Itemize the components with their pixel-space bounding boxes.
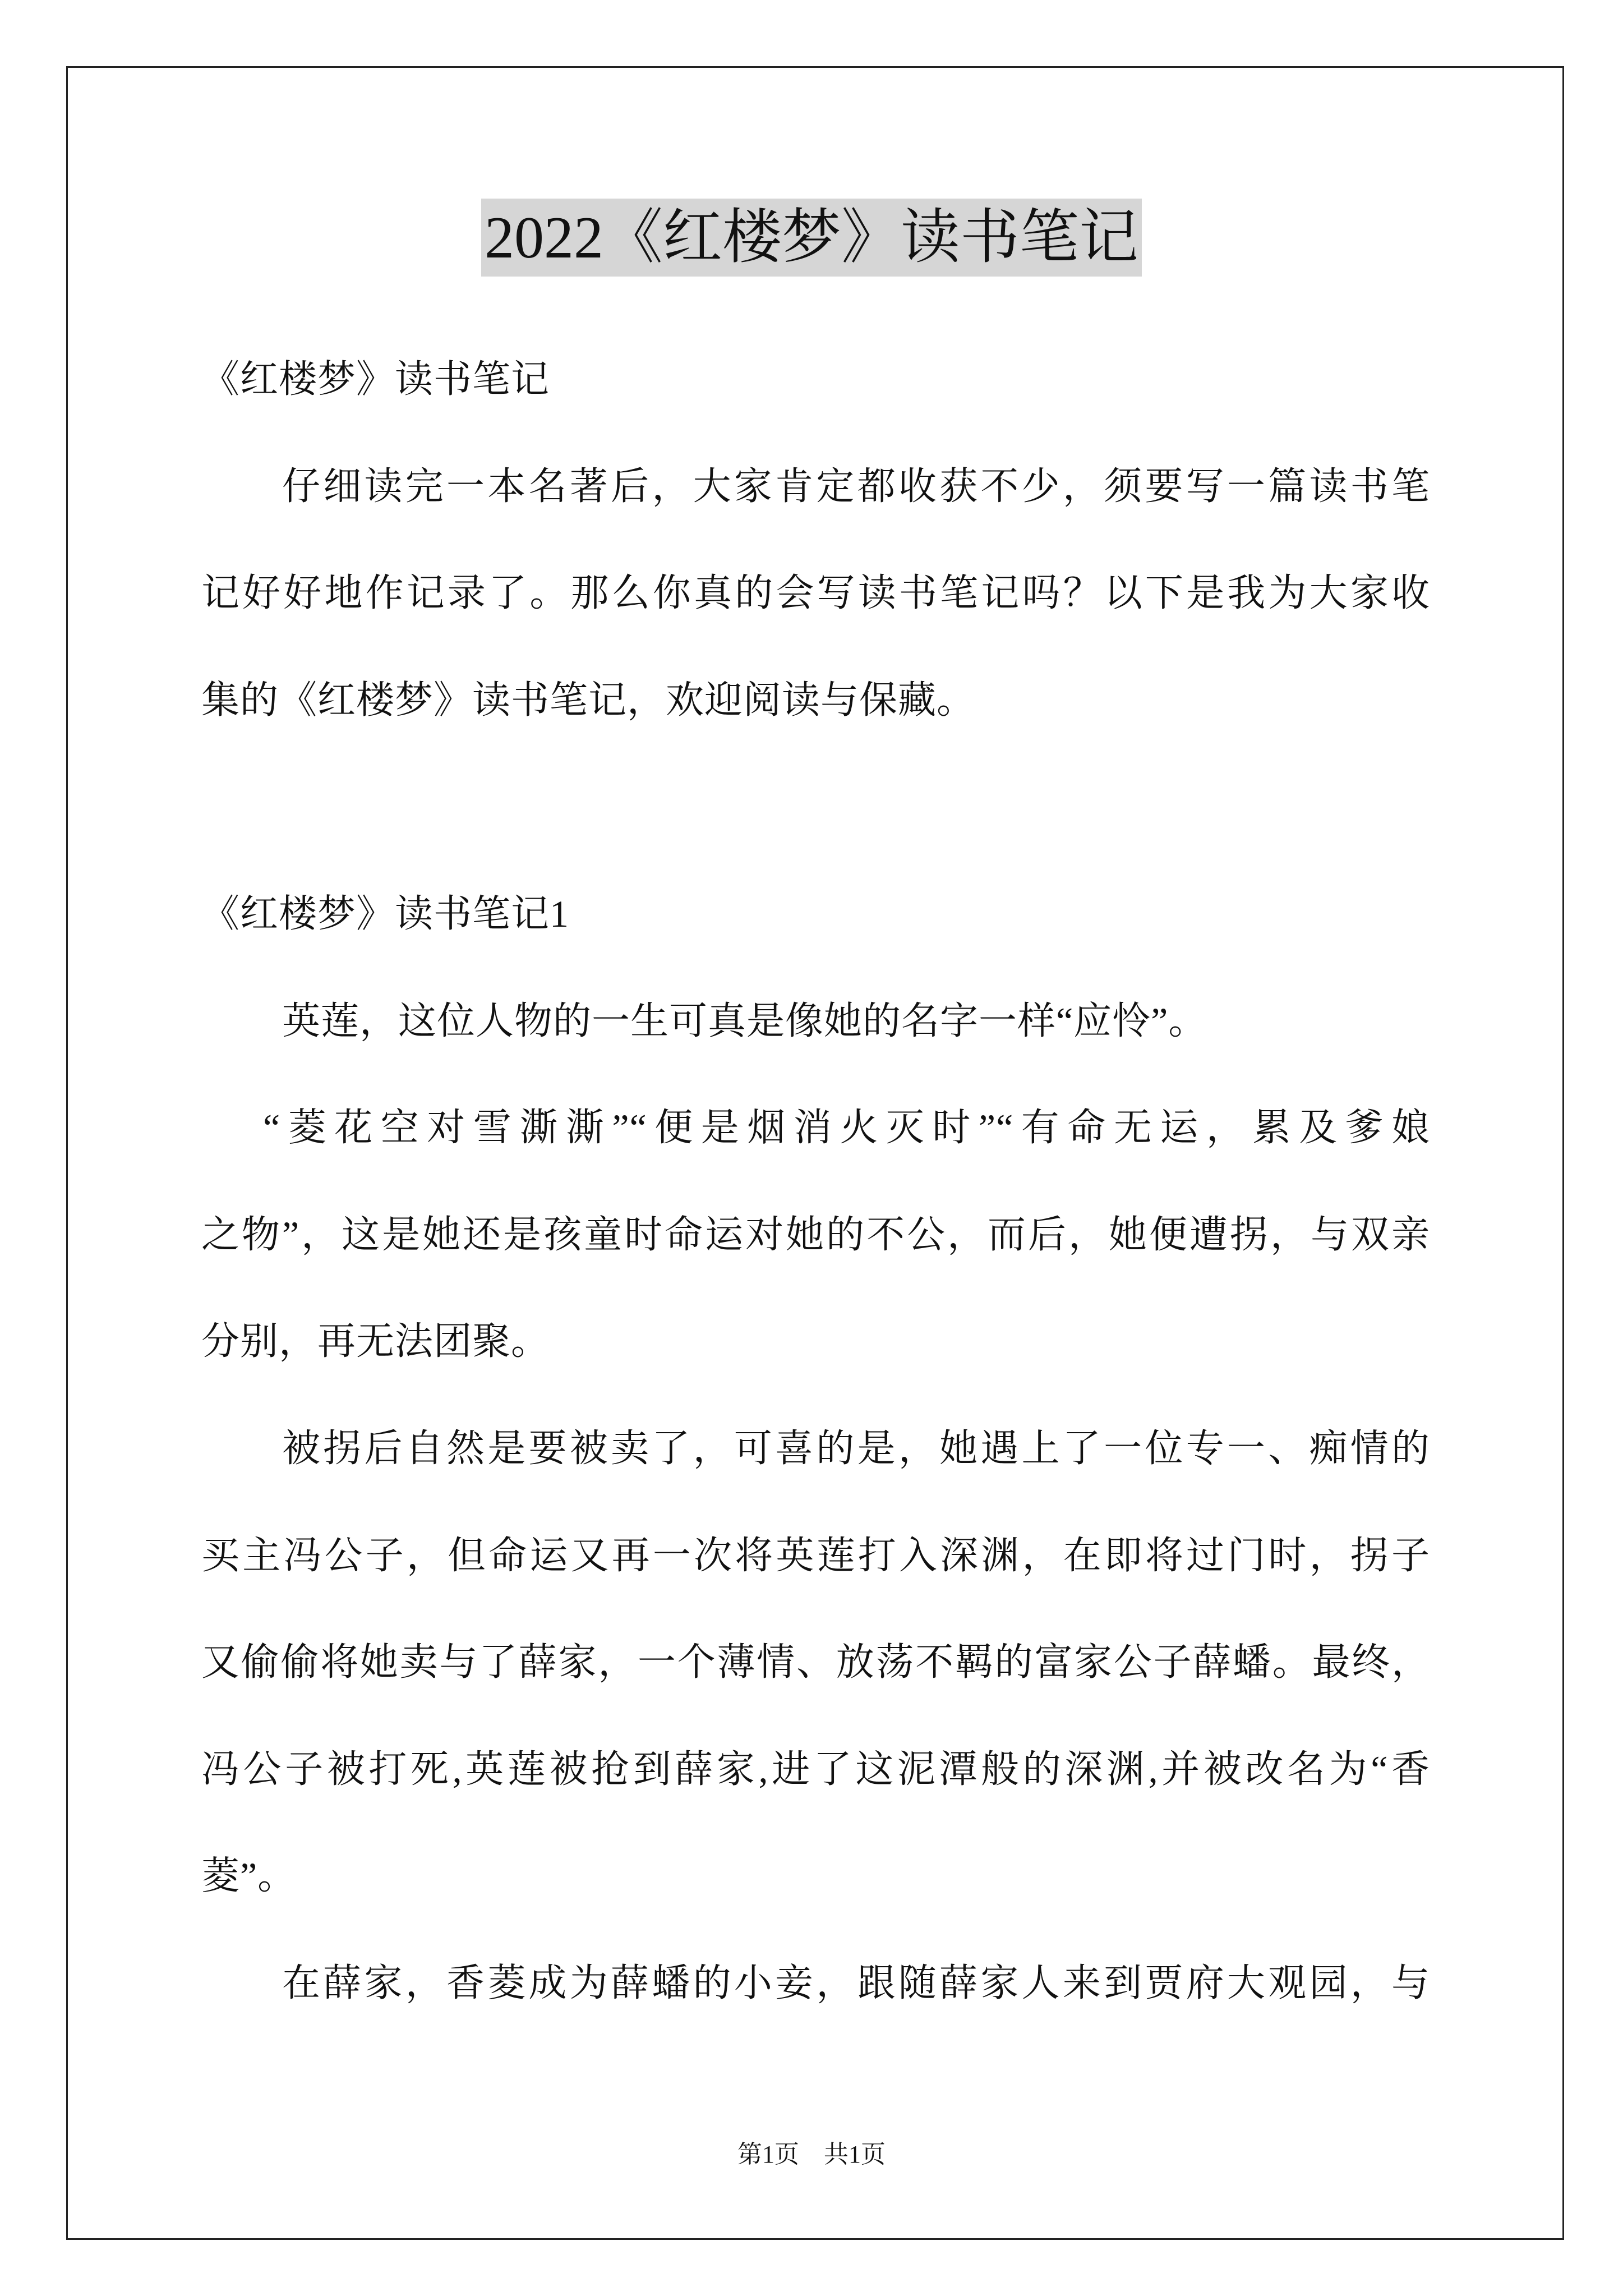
paragraph-line: “菱花空对雪澌澌”“便是烟消火灭时”“有命无运，累及爹娘: [263, 1106, 1430, 1149]
blank-line-spacer: [201, 753, 1430, 861]
paragraph-line: 菱”。: [201, 1855, 297, 1898]
paragraph-line: 买主冯公子，但命运又再一次将英莲打入深渊，在即将过门时，拐子: [201, 1534, 1430, 1577]
document-title-wrapper: [0, 199, 1623, 277]
intro-heading: 《红楼梦》读书笔记: [201, 358, 550, 401]
page-number-footer: 第1页 共1页: [737, 2141, 886, 2168]
intro-paragraph-line: 仔细读完一本名著后，大家肯定都收获不少，须要写一篇读书笔: [282, 464, 1430, 508]
paragraph-line: 被拐后自然是要被卖了，可喜的是，她遇上了一位专一、痴情的: [282, 1427, 1430, 1470]
paragraph-line: 在薛家，香菱成为薛蟠的小妾，跟随薛家人来到贾府大观园，与: [282, 1961, 1430, 2004]
paragraph-line: 英莲，这位人物的一生可真是像她的名字一样“应怜”。: [282, 999, 1207, 1042]
intro-paragraph-line: 集的《红楼梦》读书笔记，欢迎阅读与保藏。: [201, 678, 976, 721]
paragraph-line: 又偷偷将她卖与了薛家，一个薄情、放荡不羁的富家公子薛蟠。最终，: [201, 1641, 1430, 1684]
document-body: [201, 326, 1430, 2037]
intro-paragraph-line: 记好好地作记录了。那么你真的会写读书笔记吗？以下是我为大家收: [201, 572, 1430, 615]
section-heading: 《红楼梦》读书笔记1: [201, 892, 570, 935]
paragraph-line: 之物”，这是她还是孩童时命运对她的不公，而后，她便遭拐，与双亲: [201, 1213, 1430, 1256]
document-title: 2022《红楼梦》读书笔记: [481, 199, 1142, 277]
paragraph-line: 冯公子被打死,英莲被抢到薛家,进了这泥潭般的深渊,并被改名为“香: [201, 1747, 1430, 1791]
paragraph-line: 分别，再无法团聚。: [201, 1320, 550, 1363]
